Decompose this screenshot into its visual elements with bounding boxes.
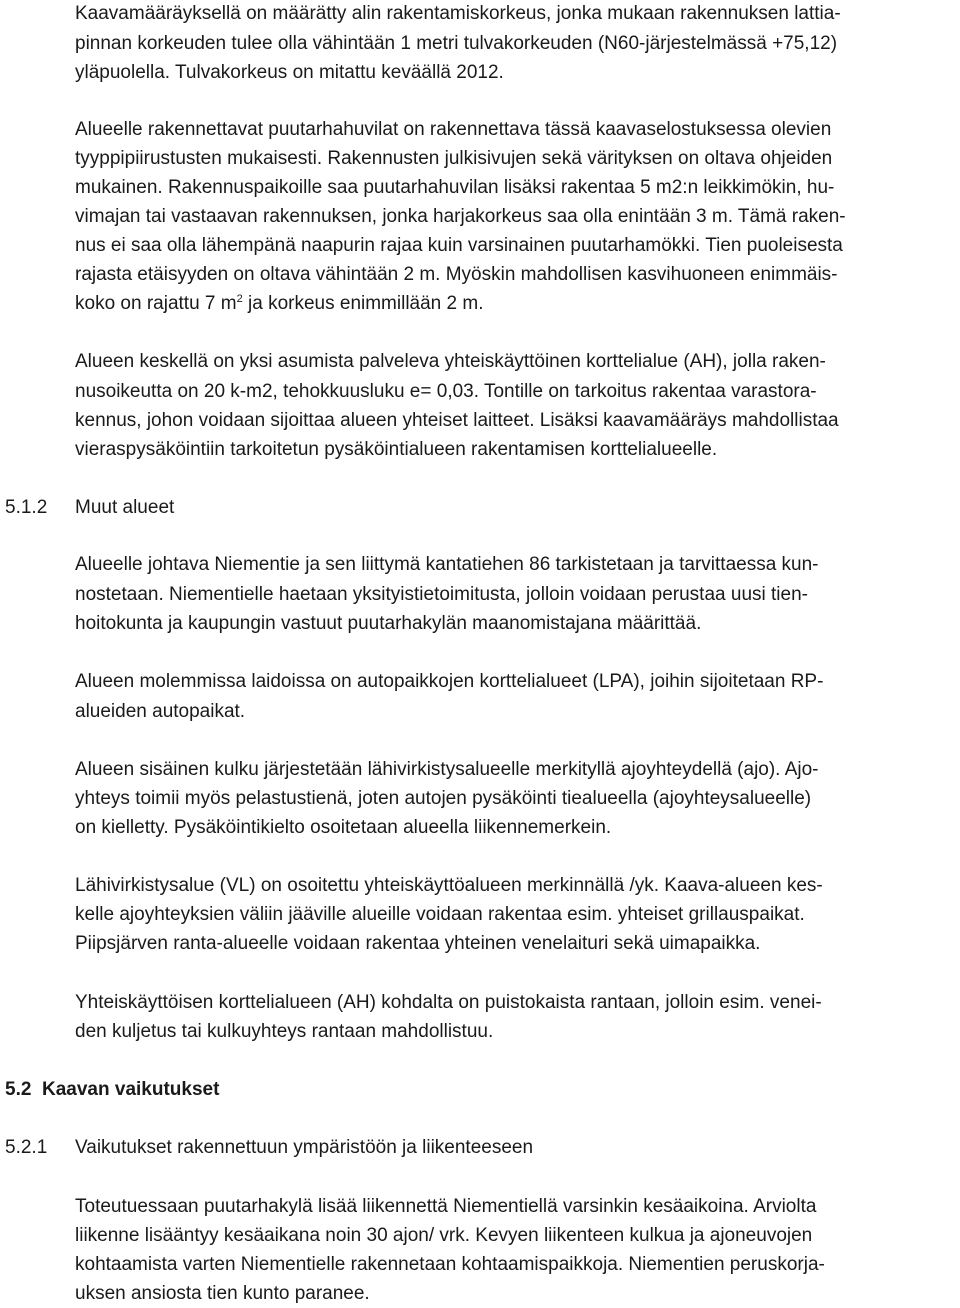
text-line	[75, 294, 483, 313]
text-line: nostetaan. Niementielle haetaan yksityistietoimitusta, jolloin voidaan perustaa uusi tien-	[75, 584, 808, 605]
text-line: kohtaamista varten Niementielle rakennetaan kohtaamispaikkoja. Niementien peruskorja-	[75, 1254, 825, 1275]
text-line: kennus, johon voidaan sijoittaa alueen yhteiset laitteet. Lisäksi kaavamääräys mahdollistaa	[75, 410, 839, 431]
text-line: Toteutuessaan puutarhakylä lisää liikennettä Niementiellä varsinkin kesäaikoina. Arviolta	[75, 1196, 817, 1217]
text-line: hoitokunta ja kaupungin vastuut puutarhakylän maanomistajana määrittää.	[75, 613, 702, 634]
text-fragment: koko on rajattu 7 m	[75, 293, 237, 314]
text-line: liikenne lisääntyy kesäaikana noin 30 ajon/ vrk. Kevyen liikenteen kulkua ja ajoneuvojen	[75, 1225, 813, 1246]
section-title: Muut alueet	[75, 497, 175, 518]
text-line: rajasta etäisyyden on oltava vähintään 2 m. Myöskin mahdollisen kasvihuoneen enimmäis-	[75, 264, 838, 285]
text-line: alueiden autopaikat.	[75, 701, 246, 722]
text-line: pinnan korkeuden tulee olla vähintään 1 metri tulvakorkeuden (N60-järjestelmässä +75,12)	[75, 33, 838, 54]
text-fragment: ja korkeus enimmillään 2 m.	[242, 293, 484, 314]
text-line: Lähivirkistysalue (VL) on osoitettu yhteiskäyttöalueen merkinnällä /yk. Kaava-alueen kes-	[75, 875, 823, 896]
text-line: yhteys toimii myös pelastustienä, joten autojen pysäköinti tiealueella (ajoyhteysalueelle)	[75, 788, 812, 809]
text-line: nusoikeutta on 20 k-m2, tehokkuusluku e= 0,03. Tontille on tarkoitus rakentaa varastora-	[75, 381, 817, 402]
text-line: uksen ansiosta tien kunto paranee.	[75, 1283, 370, 1304]
text-line: vieraspysäköintiin tarkoitetun pysäköintialueen rakentamisen korttelialueelle.	[75, 439, 718, 460]
text-line: vimajan tai vastaavan rakennuksen, jonka harjakorkeus saa olla enintään 3 m. Tämä raken-	[75, 206, 846, 227]
text-line: Alueen keskellä on yksi asumista palveleva yhteiskäyttöinen korttelialue (AH), jolla raken-	[75, 351, 826, 372]
text-line: Alueelle rakennettavat puutarhahuvilat on rakennettava tässä kaavaselostuksessa olevien	[75, 119, 832, 140]
text-line: on kielletty. Pysäköintikielto osoitetaan alueella liikennemerkein.	[75, 817, 612, 838]
section-title: Kaavan vaikutukset	[42, 1079, 220, 1100]
text-line: Alueen molemmissa laidoissa on autopaikkojen korttelialueet (LPA), joihin sijoitetaan RP-	[75, 671, 824, 692]
text-line: yläpuolella. Tulvakorkeus on mitattu keväällä 2012.	[75, 62, 504, 83]
text-line: kelle ajoyhteyksien väliin jääville alueille voidaan rakentaa esim. yhteiset grillauspaikat.	[75, 904, 805, 925]
text-line: tyyppipiirustusten mukaisesti. Rakennusten julkisivujen sekä värityksen on oltava ohjeiden	[75, 148, 833, 169]
section-number: 5.2	[5, 1079, 32, 1100]
text-line: nus ei saa olla lähempänä naapurin rajaa kuin varsinainen puutarhamökki. Tien puoleisesta	[75, 235, 843, 256]
subsection-title: Vaikutukset rakennettuun ympäristöön ja liikenteeseen	[75, 1137, 534, 1158]
superscript: 2	[236, 293, 243, 305]
text-line: Yhteiskäyttöisen korttelialueen (AH) kohdalta on puistokaista rantaan, jolloin esim. venei-	[75, 992, 822, 1013]
text-line: Alueen sisäinen kulku järjestetään lähivirkistysalueelle merkityllä ajoyhteydellä (ajo). Ajo-	[75, 759, 819, 780]
text-line: mukainen. Rakennuspaikoille saa puutarhahuvilan lisäksi rakentaa 5 m2:n leikkimökin, hu-	[75, 177, 835, 198]
text-line: Piipsjärven ranta-alueelle voidaan rakentaa yhteinen venelaituri sekä uimapaikka.	[75, 933, 761, 954]
text-line: Alueelle johtava Niementie ja sen liittymä kantatiehen 86 tarkistetaan ja tarvittaessa kun-	[75, 554, 819, 575]
subsection-number: 5.2.1	[5, 1137, 48, 1158]
text-line: den kuljetus tai kulkuyhteys rantaan mahdollistuu.	[75, 1021, 494, 1042]
section-number: 5.1.2	[5, 497, 48, 518]
text-line: Kaavamääräyksellä on määrätty alin rakentamiskorkeus, jonka mukaan rakennuksen lattia-	[75, 3, 841, 24]
